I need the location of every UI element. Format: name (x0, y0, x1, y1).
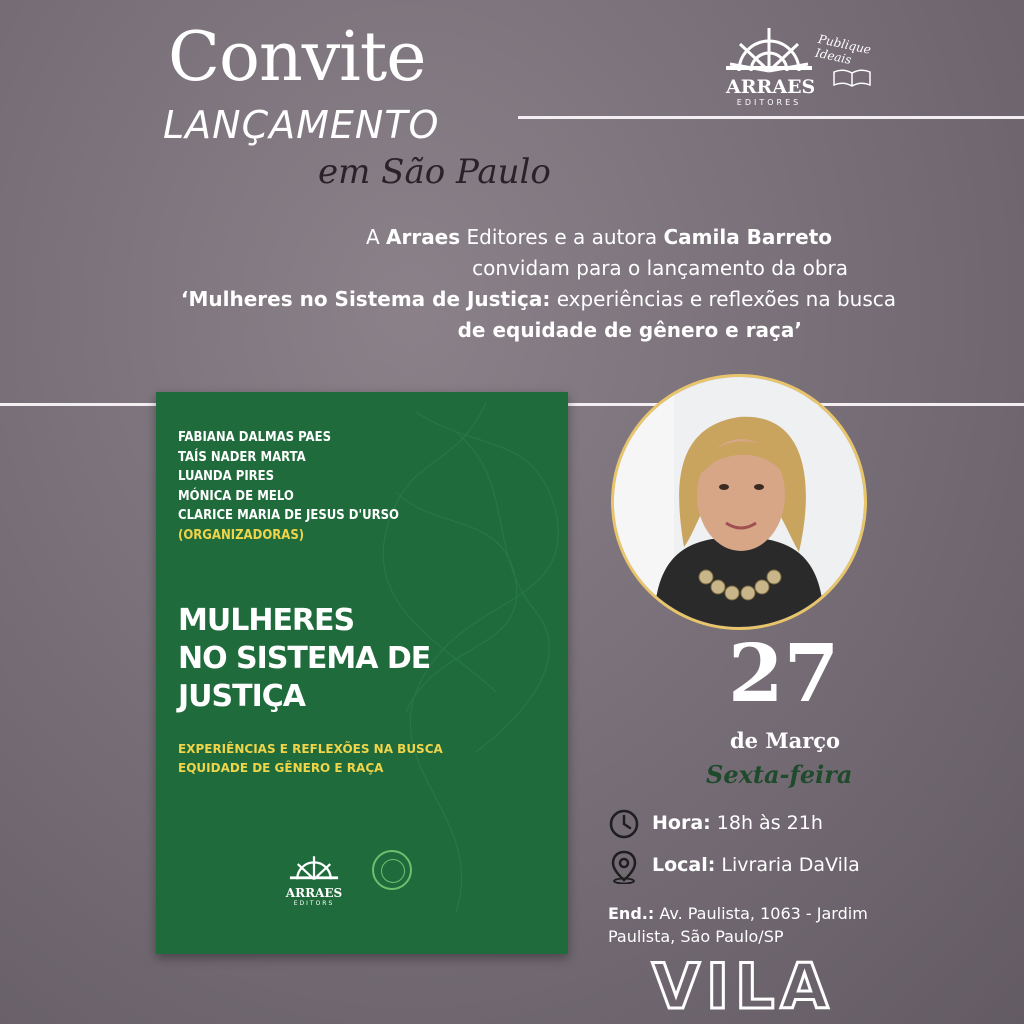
commission-seal-icon (372, 850, 412, 890)
publique-ideais-logo (813, 30, 896, 96)
clock-icon (608, 808, 640, 844)
book-author: MÓNICA DE MELO (178, 488, 294, 504)
book-title-quote: ‘Mulheres no Sistema de Justiça: (180, 287, 551, 311)
author-photo (611, 374, 867, 630)
ship-wheel-icon (289, 854, 339, 882)
address-line-1 (608, 902, 868, 925)
invitation-title: Convite (168, 18, 426, 97)
event-weekday: Sexta-feira (706, 760, 853, 789)
address-value-1: Av. Paulista, 1063 - Jardim (659, 904, 868, 923)
book-authors (178, 428, 399, 545)
event-time (652, 812, 823, 834)
event-day-number: 27 (728, 626, 840, 720)
book-title-line: NO SISTEMA DE (178, 641, 431, 676)
invitation-mid: Editores e a autora (466, 225, 658, 249)
book-author: LUANDA PIRES (178, 469, 275, 484)
book-author: FABIANA DALMAS PAES (178, 430, 332, 445)
invitation-line-4 (150, 315, 802, 345)
open-book-icon (832, 68, 872, 88)
arraes-logo-name: ARRAES (726, 76, 816, 98)
author-portrait-image (614, 377, 864, 627)
book-subtitle-line: EQUIDADE DE GÊNERO E RAÇA (178, 761, 384, 775)
arraes-logo (726, 26, 816, 107)
invitation-author: Camila Barreto (663, 225, 832, 249)
invitation-pre: A (365, 225, 380, 249)
book-subtitle-line: EXPERIÊNCIAS E REFLEXÕES NA BUSCA (178, 742, 443, 756)
vila-venue-logo: VILA (652, 950, 835, 1023)
city-script: em São Paulo (318, 152, 551, 192)
invitation-line-4-text: de equidade de gênero e raça’ (457, 318, 802, 342)
book-cover (156, 392, 568, 954)
map-pin-icon (610, 850, 638, 888)
header-divider (518, 116, 1024, 119)
book-publisher-sub: EDITORS (293, 900, 335, 907)
book-publisher-logo (284, 854, 344, 907)
book-subtitle (178, 740, 443, 778)
invitation-line-1 (150, 222, 832, 252)
event-month: de Março (730, 728, 841, 753)
book-title-line: MULHERES (178, 603, 355, 638)
address-label: End.: (608, 904, 655, 923)
book-title (178, 602, 430, 716)
location-value: Livraria DaVila (721, 854, 860, 876)
invitation-publisher: Arraes (385, 225, 461, 249)
book-author-role: (ORGANIZADORAS) (178, 527, 305, 543)
arraes-logo-sub: EDITORES (736, 98, 802, 107)
launch-subtitle: LANÇAMENTO (163, 103, 440, 147)
event-location (652, 854, 860, 876)
address-line-2: Paulista, São Paulo/SP (608, 927, 784, 946)
invitation-line-3 (143, 284, 896, 314)
ship-wheel-icon (726, 26, 812, 76)
location-label: Local: (652, 854, 716, 876)
book-author: CLARICE MARIA DE JESUS D'URSO (178, 508, 399, 523)
publique-logo-text: Publique Ideais (813, 31, 873, 68)
book-title-line: JUSTIÇA (178, 679, 305, 714)
invitation-line-3-rest: experiências e reflexões na busca (556, 287, 896, 311)
time-value: 18h às 21h (716, 812, 823, 834)
event-address (608, 902, 868, 948)
book-author: TAÍS NADER MARTA (178, 449, 306, 465)
book-publisher-name: ARRAES (285, 886, 343, 900)
time-label: Hora: (652, 812, 711, 834)
invitation-line-2: convidam para o lançamento da obra (472, 256, 848, 280)
